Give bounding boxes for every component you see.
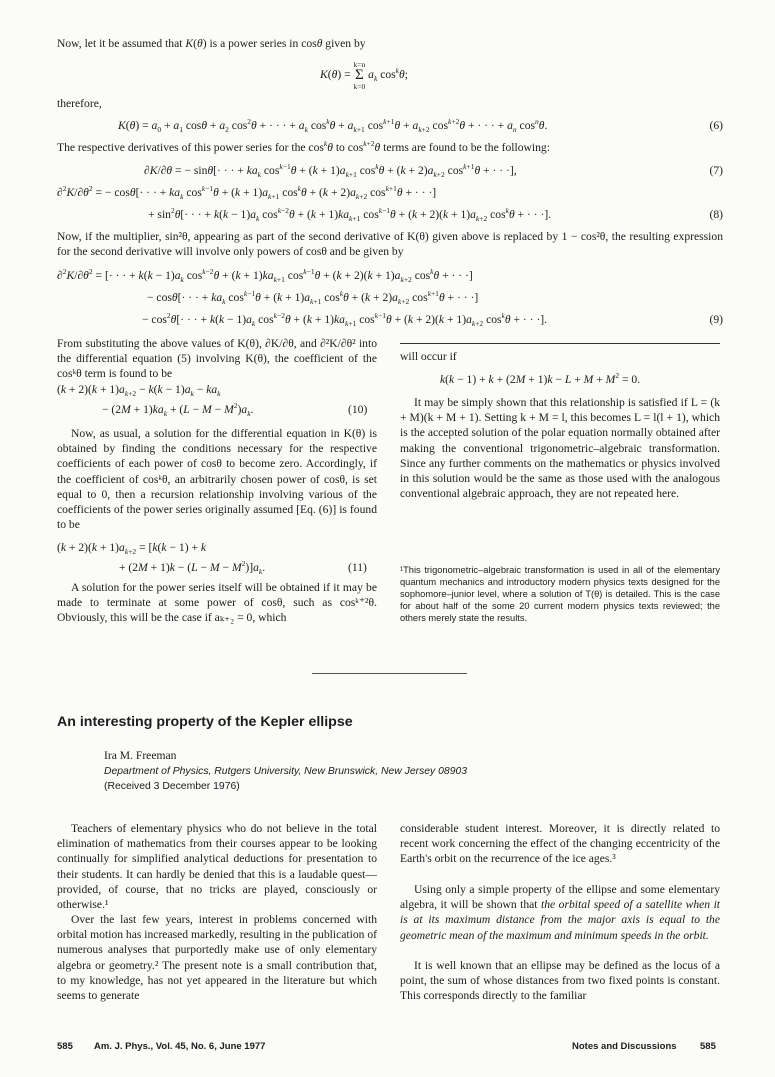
equation-10-line2: − $(2M + 1)ka_k + (L - M - M^2)a_k$. [102, 401, 254, 418]
right-column-paragraph-1: It may be simply shown that this relationship is satisfied if L = (k + M)(k + M + 1). Setting k + M = l, this becomes L = l(l + 1), which is the accepted solution of the polar equation normally obtained after making the conventional trigonometric–algebraic transformation. Since any further comments on the mathematics or physics involved in this solution would be the same as those used with the analogous conventional algebraic approach, they are not repeated here. [400, 396, 720, 501]
equation-9-line1: $\partial^2K/\partial\theta^2$ = [· · · + $k(k - 1)a_k$ $\cos^{k-2}\theta + (k + 1)ka_{k+1}$ $\cos^{k-1}\theta + (k + 2)(k + 1)a_{k+2}$ $\cos^k\theta$ + · · ·] [57, 267, 473, 284]
equation-number-8: (8) [709, 208, 723, 221]
author-name: Ira M. Freeman [104, 749, 177, 762]
article-left-paragraph-1: Teachers of elementary physics who do not believe in the total elimination of mathematics from their courses appear to be looking continually for simplified analytical deductions for presentation to their students. It can hardly be denied that this is a laudable quest—provided, of course, that no tricks are played, consciously or otherwise.¹ [57, 822, 377, 912]
left-column-paragraph-3: A solution for the power series itself will be obtained if it may be made to terminate at some power of cosθ, such as cosᵏ⁺²θ. Obviously, this will be the case if aₖ₊₂ = 0, which [57, 581, 377, 625]
footer-left-page-number: 585 [57, 1041, 73, 1052]
intro-line: Now, let it be assumed that K(θ) is a power series in cosθ given by [57, 37, 366, 50]
equation-11-line1: $(k + 2)(k + 1)a_{k+2} = [k(k - 1) + k$ [57, 541, 207, 556]
footer-right-page-number: 585 [700, 1041, 716, 1052]
equation-10-line1: $(k + 2)(k + 1)a_{k+2} - k(k - 1)a_k - ka_k$ [57, 383, 221, 398]
sum-equation: K(θ) = k=n Σ k=0 $a_k$ $\cos^k\theta$; [320, 60, 408, 91]
article-right-paragraph-3: It is well known that an ellipse may be defined as the locus of a point, the sum of whose distances from two fixed points is constant. This corresponds directly to the familiar [400, 959, 720, 1003]
footer-journal-citation: Am. J. Phys., Vol. 45, No. 6, June 1977 [94, 1041, 266, 1052]
column-separator-rule [400, 343, 720, 344]
left-column-paragraph-1: From substituting the above values of K(θ), ∂K/∂θ, and ∂²K/∂θ² into the differential equation (5) involving K(θ), the coefficient of the cosᵏθ term is found to be [57, 337, 377, 381]
equation-8-line2: + $\sin^2\theta[\cdot$ · · + $k(k - 1)a_k$ $\cos^{k-2}\theta + (k + 1)ka_{k+1}$ $\cos^{k-1}\theta + (k + 2)(k + 1)a_{k+2}$ $\cos^k\theta$ + · · ·]. [148, 206, 552, 223]
equation-6: $K(\theta) = a_0 + a_1$ $\cos\theta + a_2$ $\cos^2\theta$ + · · · + $a_k$ $\cos^k\theta + a_{k+1}$ $\cos^{k+1}\theta + a_{k+2}$ $\cos^{k+2}\theta$ + · · · + $a_n$ $\cos^n\theta$. [118, 117, 548, 134]
equation-condition: $k(k - 1) + k + (2M + 1)k - L + M + M^2 = 0$. [440, 371, 641, 386]
article-right-paragraph-1: considerable student interest. Moreover, it is directly related to recent work concerning the effect of the changing eccentricity of the Earth's orbit on the recurrence of the ice ages.³ [400, 822, 720, 866]
article-title: An interesting property of the Kepler ellipse [57, 714, 353, 730]
therefore-text: therefore, [57, 97, 102, 110]
footer-section-name: Notes and Discussions [572, 1041, 677, 1052]
article-separator-rule [312, 673, 467, 674]
multiplier-paragraph: Now, if the multiplier, sin²θ, appearing as part of the second derivative of K(θ) given above is replaced by 1 − cos²θ, the resulting expression for the second derivative will involve only powers of cosθ and be given by [57, 230, 723, 259]
will-occur-text: will occur if [400, 350, 457, 363]
equation-11-line2: + $(2M + 1)k - (L - M - M^2)]a_k$. [119, 559, 266, 576]
equation-9-line3: − $\cos^2\theta[\cdot$ · · + $k(k - 1)a_k$ $\cos^{k-2}\theta + (k + 1)ka_{k+1}$ $\cos^{k-1}\theta + (k + 2)(k + 1)a_{k+2}$ $\cos^k\theta$ + · · ·]. [142, 311, 548, 328]
equation-number-7: (7) [709, 164, 723, 177]
article-right-paragraph-2: Using only a simple property of the ellipse and some elementary algebra, it will be shown that the orbital speed of a satellite when it is at its maximum distance from the major axis is equal to the geometric mean of the maximum and minimum speeds in the orbit. [400, 883, 721, 942]
equation-number-6: (6) [709, 119, 723, 132]
equation-9-line2: − cosθ[· · · + $ka_k$ $\cos^{k-1}\theta + (k + 1)a_{k+1}$ $\cos^k\theta + (k + 2)a_{k+2}$ $\cos^{k+1}\theta$ + · · ·] [147, 289, 479, 306]
equation-7: ∂K/∂θ = − sinθ[· · · + $ka_k$ $\cos^{k-1}\theta + (k + 1)a_{k+1}$ $\cos^k\theta + (k + 2)a_{k+2}$ $\cos^{k+1}\theta$ + · · ·], [144, 162, 517, 179]
author-affiliation: Department of Physics, Rutgers University, New Brunswick, New Jersey 08903 [104, 766, 468, 777]
equation-number-9: (9) [709, 313, 723, 326]
received-date: (Received 3 December 1976) [104, 781, 240, 792]
footnote: ¹This trigonometric–algebraic transformation is used in all of the elementary quantum mechanics and introductory modern physics texts designed for the sophomore–junior level, where a solution of T(θ) is detailed. This is the case for about half of the some 20 current modern physics texts reviewed; the others merely state the results. [400, 565, 720, 624]
equation-number-10: (10) [348, 403, 368, 416]
equation-number-11: (11) [348, 561, 367, 574]
derivatives-intro: The respective derivatives of this power series for the $\cos^k\theta$ to $\cos^{k+2}\theta$ terms are found to be the following: [57, 139, 550, 154]
highlighted-statement: the orbital speed of a satellite when it is at its maximum distance from the major axis is equal to the geometric mean of the maximum and minimum speeds in the orbit. [400, 898, 721, 942]
article-left-paragraph-2: Over the last few years, interest in problems concerned with orbital motion has increased markedly, resulting in the publication of numerous analyses that purportedly make use of only elementary algebra or geometry.² The present note is a small contribution that, to my knowledge, has not yet appeared in the literature but which seems to generate [57, 913, 377, 1003]
left-column-paragraph-2: Now, as usual, a solution for the differential equation in K(θ) is obtained by finding the conditions necessary for the respective coefficients of each power of cosθ to become zero. Accordingly, if the coefficient of cosᵏθ, an arbitrarily chosen power of cosθ, is set equal to 0, then a recursion relationship involving various of the coefficients of the power series originally assumed [Eq. (6)] is found to be [57, 427, 377, 532]
equation-8-line1: $\partial^2K/\partial\theta^2$ = − cosθ[· · · + $ka_k$ $\cos^{k-1}\theta + (k + 1)a_{k+1}$ $\cos^k\theta + (k + 2)a_{k+2}$ $\cos^{k+1}\theta$ + · · ·] [57, 184, 437, 201]
